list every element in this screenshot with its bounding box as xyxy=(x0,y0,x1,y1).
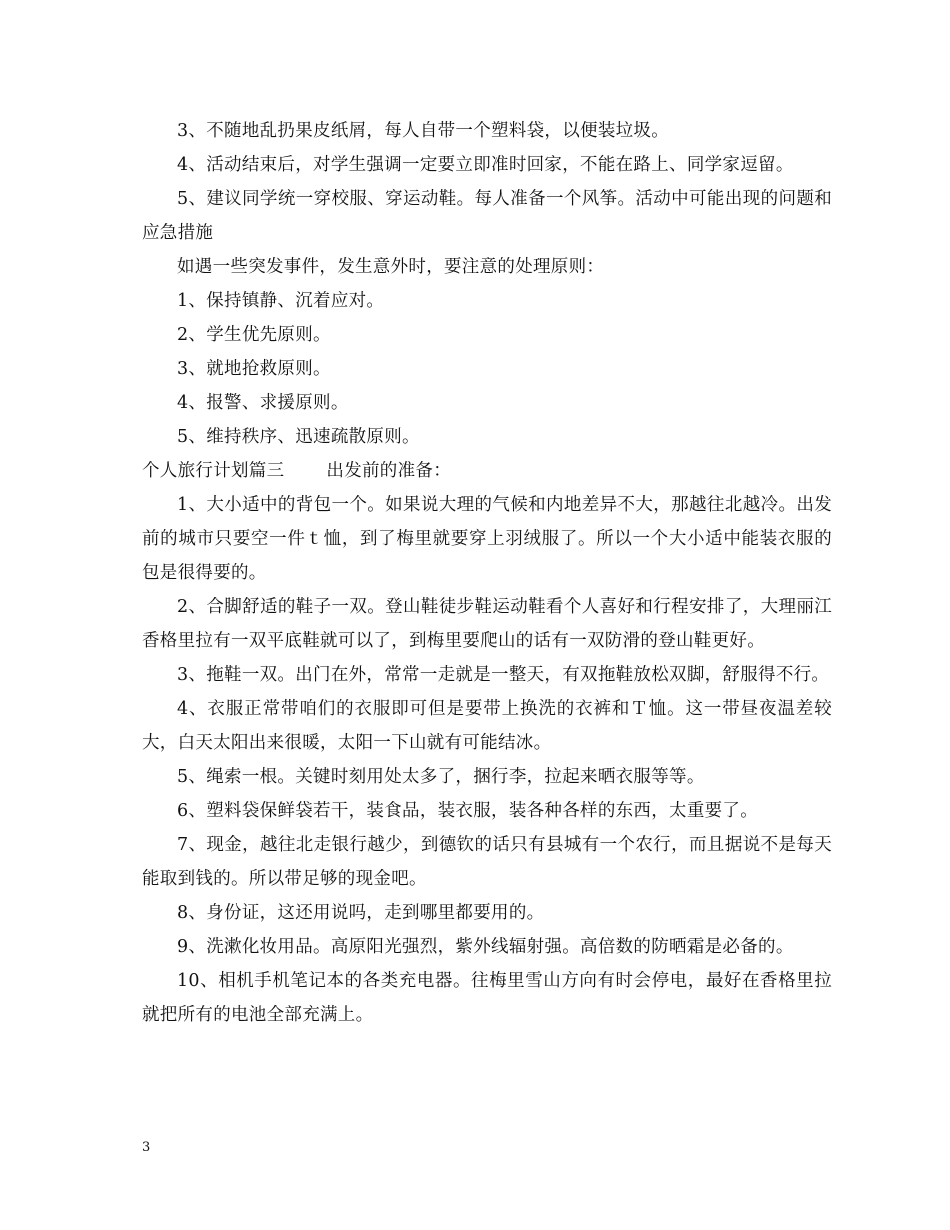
item-id-card: 8、身份证，这还用说吗，走到哪里都要用的。 xyxy=(177,903,545,923)
paragraph-rule-5: 5、建议同学统一穿校服、穿运动鞋。每人准备一个风筝。活动中可能出现的问题和应急措施 xyxy=(142,189,832,243)
item-backpack: 1、大小适中的背包一个。如果说大理的气候和内地差异不大，那越往北越冷。出发前的城市只要空一件ｔ恤，到了梅里就要穿上羽绒服了。所以一个大小适中能装衣服的包是很得要的。 xyxy=(142,495,832,583)
paragraph-principle-4: 4、报警、求援原则。 xyxy=(177,393,349,413)
item-chargers: 10、相机手机笔记本的各类充电器。往梅里雪山方向有时会停电，最好在香格里拉就把所有的电池全部充满上。 xyxy=(142,971,832,1025)
paragraph-emergency-intro: 如遇一些突发事件，发生意外时，要注意的处理原则： xyxy=(177,257,605,277)
item-slippers: 3、拖鞋一双。出门在外，常常一走就是一整天，有双拖鞋放松双脚，舒服得不行。 xyxy=(177,665,830,685)
item-clothes: 4、衣服正常带咱们的衣服即可但是要带上换洗的衣裤和Ｔ恤。这一带昼夜温差较大，白天太阳出来很暖，太阳一下山就有可能结冰。 xyxy=(142,699,832,753)
item-toiletries: 9、洗漱化妆用品。高原阳光强烈，紫外线辐射强。高倍数的防晒霜是必备的。 xyxy=(177,937,794,957)
item-plastic-bags: 6、塑料袋保鲜袋若干，装食品，装衣服，装各种各样的东西，太重要了。 xyxy=(177,801,759,821)
section-heading xyxy=(142,454,832,488)
item-rope: 5、绳索一根。关键时刻用处太多了，捆行李，拉起来晒衣服等等。 xyxy=(177,767,705,787)
paragraph-rule-4: 4、活动结束后，对学生强调一定要立即准时回家，不能在路上、同学家逗留。 xyxy=(177,155,794,175)
item-shoes: 2、合脚舒适的鞋子一双。登山鞋徒步鞋运动鞋看个人喜好和行程安排了，大理丽江香格里拉有一双平底鞋就可以了，到梅里要爬山的话有一双防滑的登山鞋更好。 xyxy=(142,597,832,651)
page-number: 3 xyxy=(142,1140,151,1155)
paragraph-principle-1: 1、保持镇静、沉着应对。 xyxy=(177,291,385,311)
paragraph-principle-2: 2、学生优先原则。 xyxy=(177,325,331,345)
paragraph-rule-3: 3、不随地乱扔果皮纸屑，每人自带一个塑料袋，以便装垃圾。 xyxy=(177,121,670,141)
section-title: 个人旅行计划篇三 xyxy=(142,461,285,481)
item-cash: 7、现金，越往北走银行越少，到德钦的话只有县城有一个农行，而且据说不是每天能取到钱的。所以带足够的现金吧。 xyxy=(142,835,832,889)
paragraph-principle-5: 5、维持秩序、迅速疏散原则。 xyxy=(177,427,420,447)
document-body xyxy=(142,114,832,1032)
section-subtitle: 出发前的准备： xyxy=(326,461,452,481)
paragraph-principle-3: 3、就地抢救原则。 xyxy=(177,359,331,379)
